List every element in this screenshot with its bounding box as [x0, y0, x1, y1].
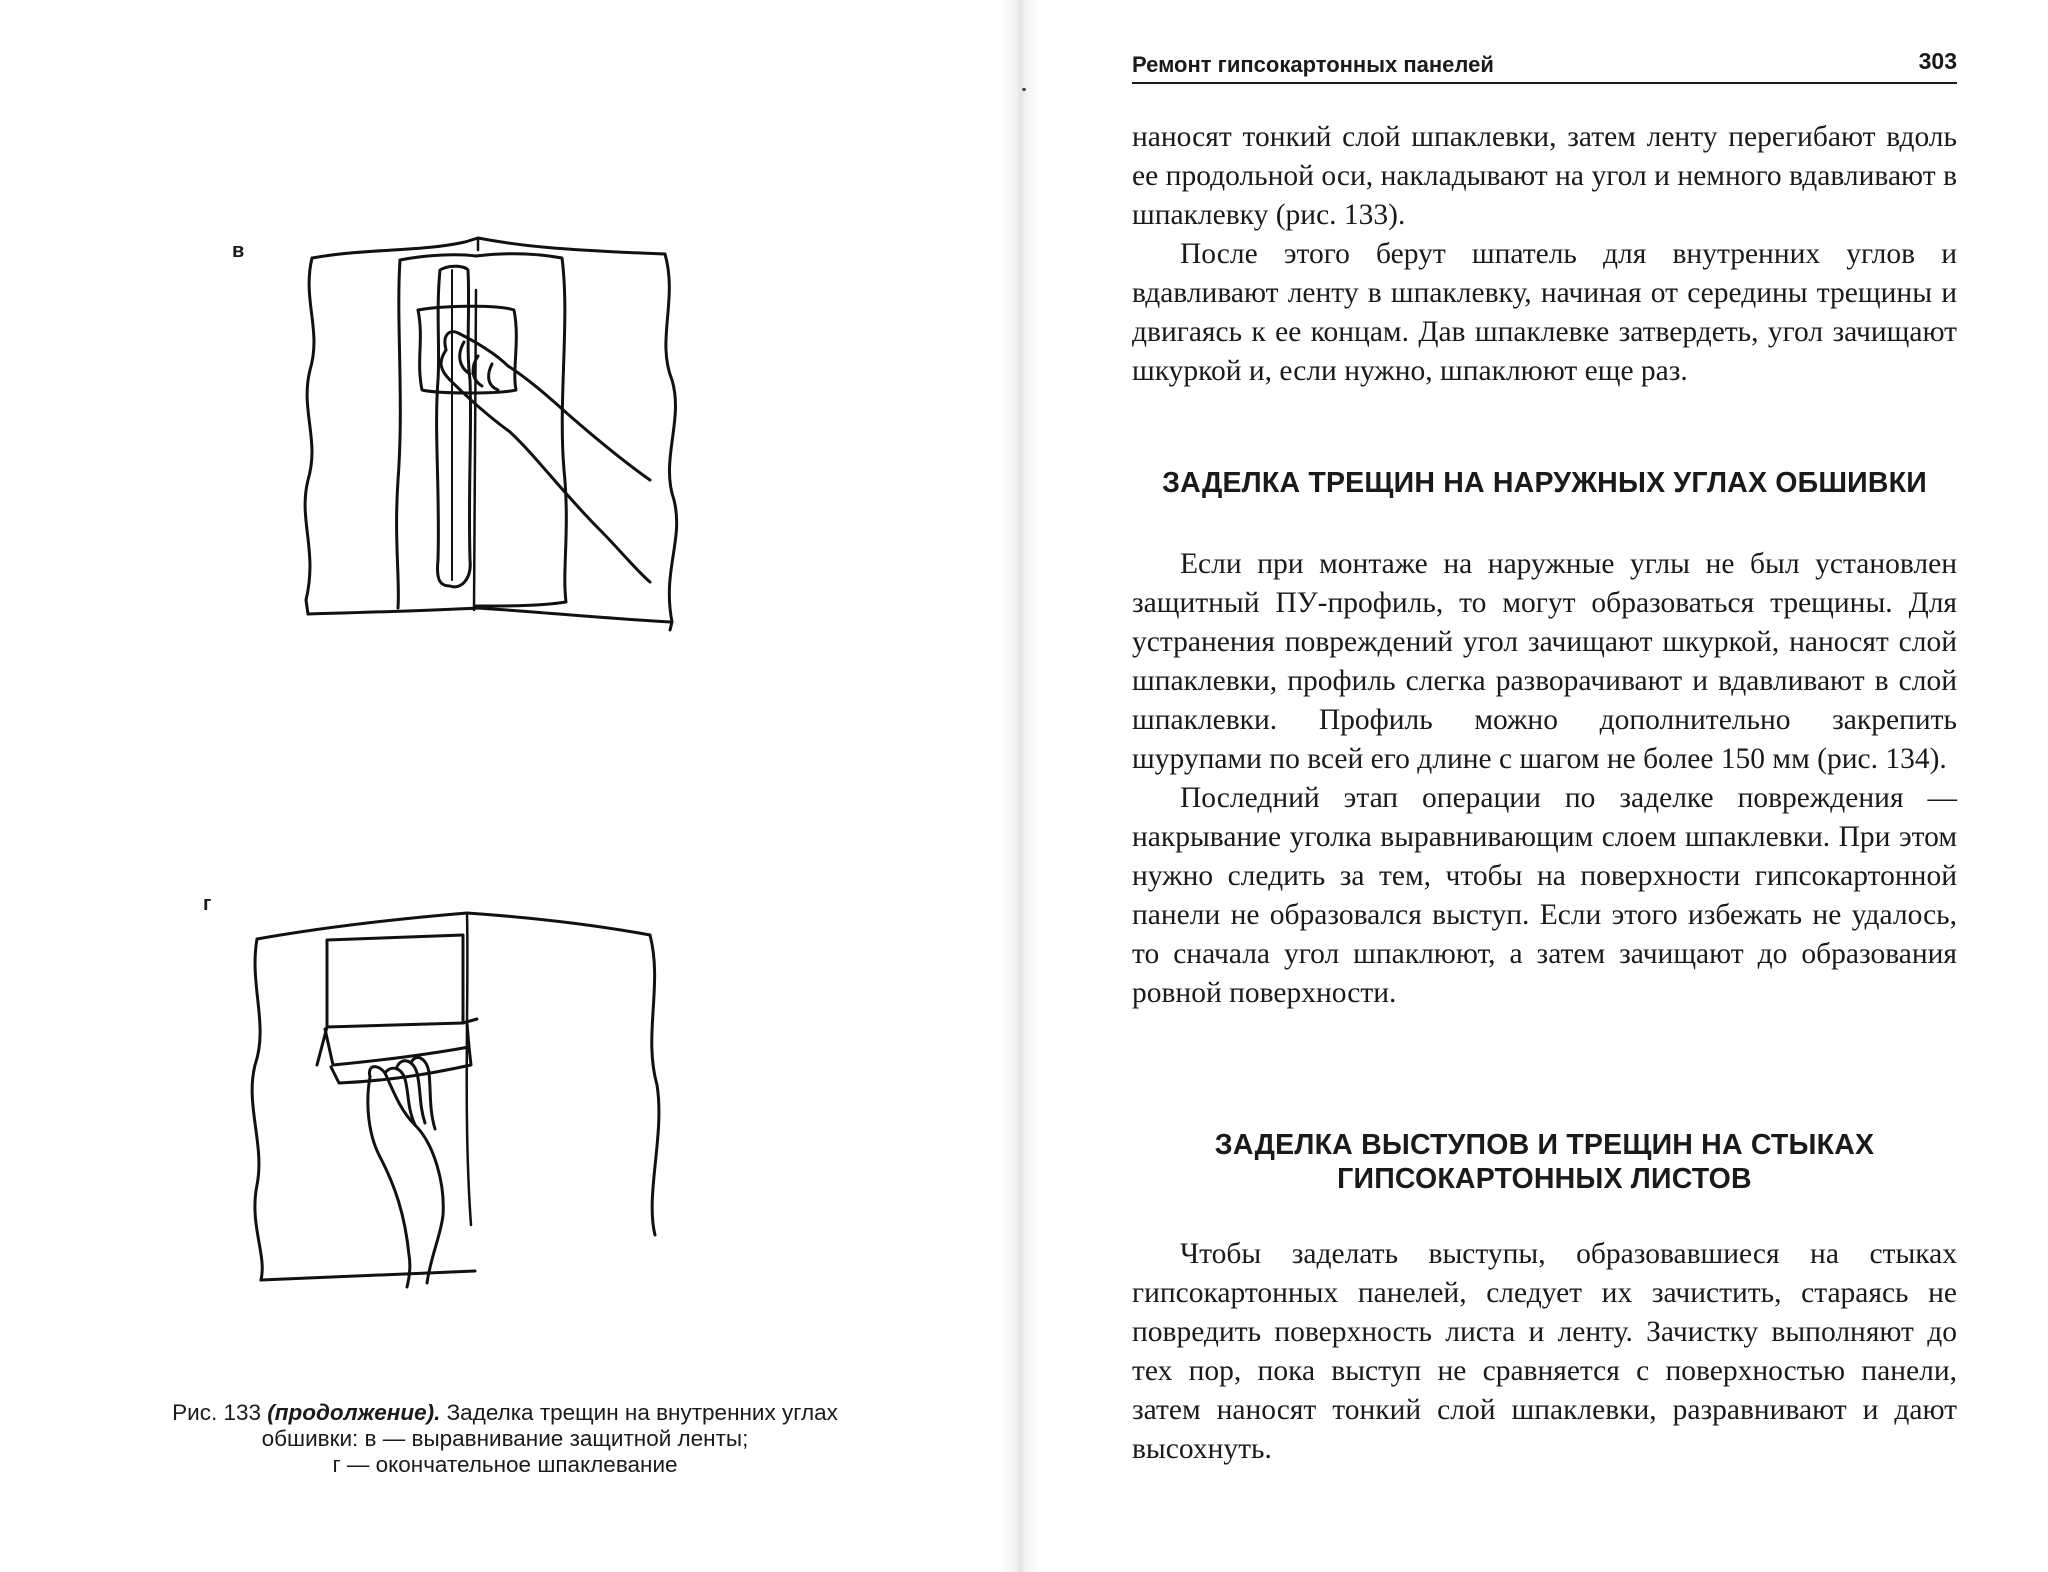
paragraph: Если при монтаже на наружные углы не был установлен защитный ПУ-профиль, то могут образоваться трещины. Для устранения повреждений угол зачищают шкуркой, наносят слой шпаклевки, профиль слегка разворачивают и вдавливают в слой шпаклевки. Профиль можно дополнительно закрепить шурупами по всей его длине с шагом не более 150 мм (рис. 134). — [1132, 548, 1957, 775]
paragraph: Чтобы заделать выступы, образовавшиеся на стыках гипсокартонных панелей, следует их зачистить, стараясь не повредить поверхность листа и ленту. Зачистку выполняют до тех пор, пока выступ не сравняется с поверхностью панели, затем наносят тонкий слой шпаклевки, разравнивают и дают высохнуть. — [1132, 1238, 1957, 1465]
scan-speck — [1022, 88, 1026, 91]
figure-g-final-plastering-illustration — [245, 895, 665, 1295]
heading-line-2: ГИПСОКАРТОННЫХ ЛИСТОВ — [1337, 1163, 1752, 1195]
caption-figure-label: Рис. 133 — [172, 1400, 262, 1425]
paragraph: наносят тонкий слой шпаклевки, затем ленту перегибают вдоль ее продольной оси, накладывают на угол и немного вдавливают в шпаклевку (рис. 133). — [1132, 121, 1957, 231]
paragraph: Последний этап операции по заделке повреждения — накрывание уголка выравнивающим слоем шпаклевки. При этом нужно следить за тем, чтобы на поверхности гипсокартонной панели не образовался выступ. Если этого избежать не удалось, то сначала угол шпаклюют, а затем зачищают до образования ровной поверхности. — [1132, 782, 1957, 1009]
figure-caption — [90, 1400, 920, 1478]
figure-v-tape-alignment-illustration — [300, 230, 680, 640]
heading-line-1: ЗАДЕЛКА ВЫСТУПОВ И ТРЕЩИН НА СТЫКАХ — [1214, 1129, 1875, 1161]
figure-g-label: г — [203, 893, 212, 915]
caption-continuation: (продолжение). — [267, 1400, 441, 1425]
running-header — [1132, 44, 1957, 84]
section-heading-joints — [1132, 1128, 1957, 1196]
paragraph: После этого берут шпатель для внутренних углов и вдавливают ленту в шпаклевку, начиная от середины трещины и двигаясь к ее концам. Дав шпаклевке затвердеть, угол зачищают шкуркой и, если нужно, шпаклюют еще раз. — [1132, 238, 1957, 387]
body-text-block-2 — [1132, 545, 1957, 1013]
left-page — [0, 0, 1010, 1572]
caption-line-2: обшивки: в — выравнивание защитной ленты; — [261, 1426, 749, 1451]
page-number: 303 — [1918, 48, 1957, 74]
caption-line-1-text: Заделка трещин на внутренних углах — [446, 1400, 838, 1425]
caption-line-1 — [90, 1400, 920, 1426]
section-heading-outer-corners: ЗАДЕЛКА ТРЕЩИН НА НАРУЖНЫХ УГЛАХ ОБШИВКИ — [1162, 467, 1927, 499]
caption-line-3: г — окончательное шпаклевание — [332, 1452, 678, 1477]
figure-v-label: в — [232, 240, 245, 262]
running-title: Ремонт гипсокартонных панелей — [1132, 52, 1494, 77]
body-text-block-3 — [1132, 1235, 1957, 1469]
body-text-block-1 — [1132, 118, 1957, 391]
